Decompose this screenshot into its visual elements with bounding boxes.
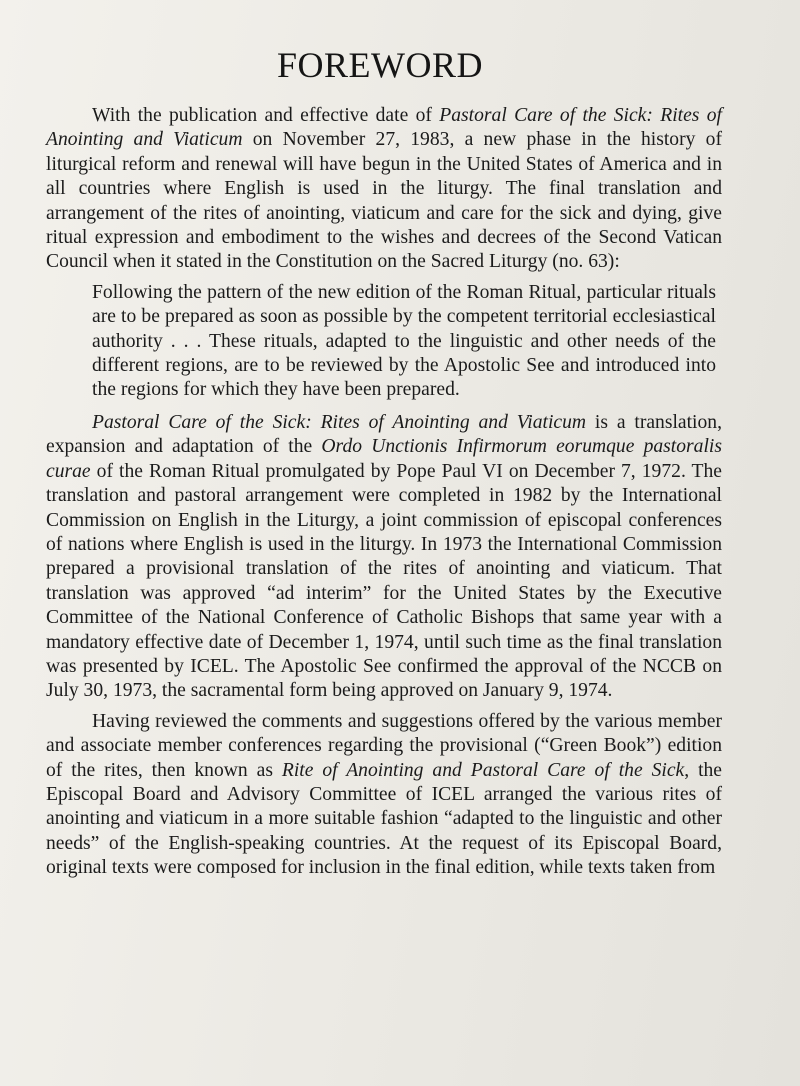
p1-text-1: With the publication and effective date of bbox=[92, 105, 440, 126]
p3-text-2: , the Episcopal Board and Advisory Committee of ICEL arranged the various rites of anointing and viaticum in a more suitable fashion “adapted to the linguistic and other needs” of the English-speaking countries. At the request of its Episcopal Board, original texts were composed for inclusion in the final edition, while texts taken from bbox=[46, 759, 723, 879]
paragraph-1 bbox=[46, 104, 722, 275]
block-quote: Following the pattern of the new edition of the Roman Ritual, particular rituals are to be prepared as soon as possible by the competent territorial ecclesiastical authority . . . These rituals, adapted to the linguistic and other needs of the different regions, are to be reviewed by the Apostolic See and introduced into the regions for which they have been prepared. bbox=[92, 281, 716, 401]
p1-text-2: on November 27, 1983, a new phase in the history of liturgical reform and renewal will have begun in the United States of America and in all countries where English is used in the liturgy. The final translation and arrangement of the rites of anointing, viaticum and care for the sick and dying, give ritual expression and embodiment to the wishes and decrees of the Second Vatican Council when it stated in the Constitution on the Sacred Liturgy (no. 63): bbox=[46, 129, 722, 273]
page-title: FOREWORD bbox=[276, 45, 483, 85]
p2-italic-title: Pastoral Care of the Sick: Rites of Anointing and Viaticum bbox=[92, 411, 587, 433]
paragraph-2 bbox=[46, 411, 722, 704]
p1-italic-title: Pastoral Care of the Sick: Rites of Anointing and Viaticum bbox=[46, 105, 723, 151]
p3-italic-title: Rite of Anointing and Pastoral Care of the Sick bbox=[281, 759, 685, 781]
p2-text-2: of the Roman Ritual promulgated by Pope Paul VI on December 7, 1972. The translation and pastoral arrangement were completed in 1982 by the International Commission on English in the Liturgy, a joint commission of episcopal conferences of nations where English is used in the liturgy. In 1973 the International Commission prepared a provisional translation of the rites of anointing and viaticum. That translation was approved “ad interim” for the United States by the Executive Committee of the National Conference of Catholic Bishops that same year with a mandatory effective date of December 1, 1974, until such time as the final translation was presented by ICEL. The Apostolic See confirmed the approval of the NCCB on July 30, 1973, the sacramental form being approved on January 9, 1974. bbox=[46, 460, 722, 702]
foreword-body bbox=[46, 104, 722, 881]
p3-text-1: Having reviewed the comments and suggestions offered by the various member and associate member conferences regarding the provisional (“Green Book”) edition of the rites, then known as bbox=[46, 710, 722, 781]
p2-italic-latin: Ordo Unctionis Infirmorum eorumque pastoralis curae bbox=[46, 436, 722, 482]
p2-text-1: is a translation, expansion and adaptation of the bbox=[46, 411, 722, 458]
paragraph-3 bbox=[46, 710, 722, 881]
